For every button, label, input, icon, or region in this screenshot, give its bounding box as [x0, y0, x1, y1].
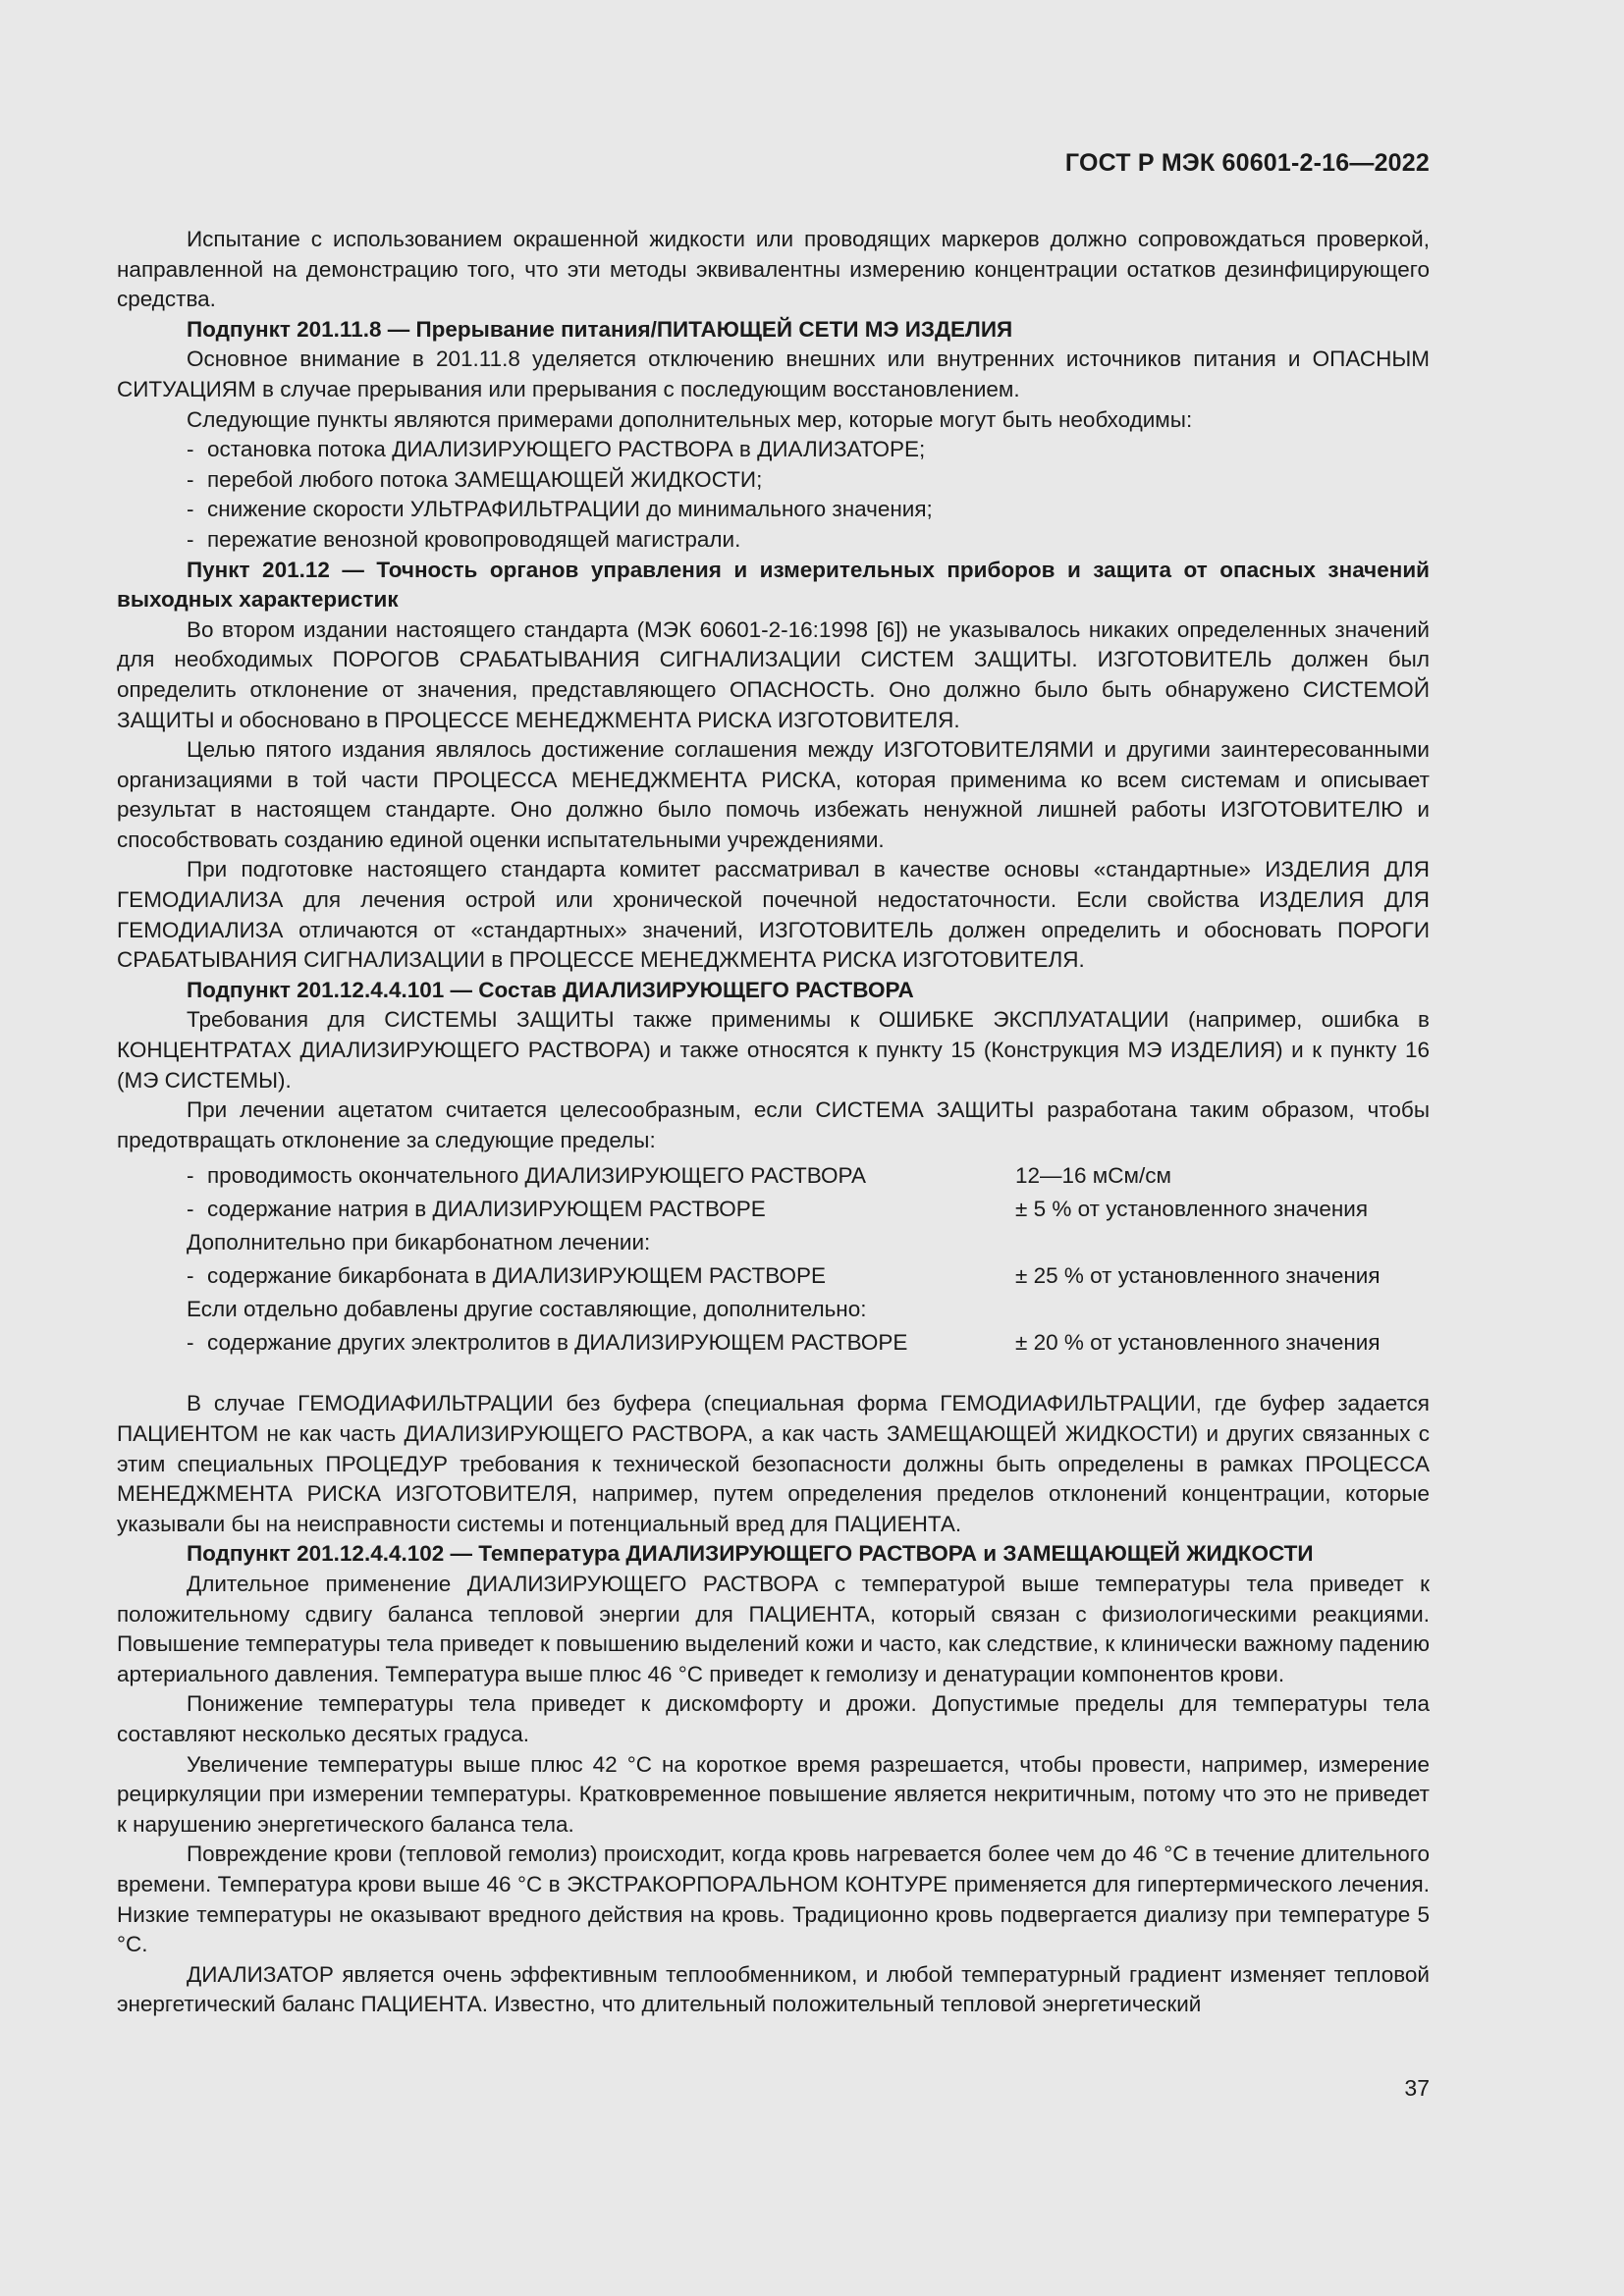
paragraph: При подготовке настоящего стандарта комитет рассматривал в качестве основы «стандартные» ИЗДЕЛИЯ ДЛЯ ГЕМОДИАЛИЗА для лечения острой или хронической почечной недостаточности. Если свойства ИЗДЕЛИЯ ДЛЯ ГЕМОДИАЛИЗА отличаются от «стандартных» значений, ИЗГОТОВИТЕЛЬ должен определить и обосновать ПОРОГИ СРАБАТЫВАНИЯ СИГНАЛИЗАЦИИ в ПРОЦЕССЕ МЕНЕДЖМЕНТА РИСКА ИЗГОТОВИТЕЛЯ.: [117, 857, 1430, 973]
limit-label: - проводимость окончательного ДИАЛИЗИРУЮЩЕГО РАСТВОРА: [187, 1159, 1015, 1193]
paragraph: Длительное применение ДИАЛИЗИРУЮЩЕГО РАСТВОРА с температурой выше температуры тела приведет к положительному сдвигу баланса тепловой энергии для ПАЦИЕНТА, который связан с физиологическими реакциями. Повышение температуры тела приведет к повышению выделений кожи и часто, как следствие, к клинически важному падению артериального давления. Температура выше плюс 46 °С приведет к гемолизу и денатурации компонентов крови.: [117, 1571, 1430, 1686]
limit-note: Дополнительно при бикарбонатном лечении:: [187, 1230, 651, 1255]
limit-row: [187, 1259, 1430, 1293]
paragraph: Целью пятого издания являлось достижение соглашения между ИЗГОТОВИТЕЛЯМИ и другими заинтересованными организациями в той части ПРОЦЕССА МЕНЕДЖМЕНТА РИСКА, которая применима ко всем системам и описывает результат в настоящем стандарте. Оно должно было помочь избежать ненужной лишней работы ИЗГОТОВИТЕЛЮ и способствовать созданию единой оценки испытательными учреждениями.: [117, 737, 1430, 852]
limit-value: ± 25 % от установленного значения: [1015, 1263, 1380, 1289]
limits-table: [117, 1159, 1430, 1360]
spacer: [117, 1360, 1430, 1389]
limit-value: ± 20 % от установленного значения: [1015, 1330, 1380, 1356]
limit-note: Если отдельно добавлены другие составляющие, дополнительно:: [187, 1297, 867, 1322]
standard-header: ГОСТ Р МЭК 60601-2-16—2022: [1064, 149, 1430, 177]
list-item: - снижение скорости УЛЬТРАФИЛЬТРАЦИИ до минимального значения;: [187, 495, 1430, 525]
limit-label: - содержание бикарбоната в ДИАЛИЗИРУЮЩЕМ РАСТВОРЕ: [187, 1259, 1015, 1293]
list-item: - пережатие венозной кровопроводящей магистрали.: [187, 525, 1430, 556]
page-number: 37: [1404, 2075, 1430, 2101]
measures-list: [117, 435, 1430, 555]
limit-label: - содержание других электролитов в ДИАЛИЗИРУЮЩЕМ РАСТВОРЕ: [187, 1326, 1015, 1360]
limit-value: ± 5 % от установленного значения: [1015, 1197, 1369, 1222]
paragraph: При лечении ацетатом считается целесообразным, если СИСТЕМА ЗАЩИТЫ разработана таким образом, чтобы предотвращать отклонение за следующие пределы:: [117, 1097, 1430, 1152]
list-item: - перебой любого потока ЗАМЕЩАЮЩЕЙ ЖИДКОСТИ;: [187, 465, 1430, 496]
limit-row: [187, 1193, 1430, 1226]
list-item: - остановка потока ДИАЛИЗИРУЮЩЕГО РАСТВОРА в ДИАЛИЗАТОРЕ;: [187, 435, 1430, 465]
paragraph: Повреждение крови (тепловой гемолиз) происходит, когда кровь нагревается более чем до 46 °С в течение длительного времени. Температура крови выше 46 °С в ЭКСТРАКОРПОРАЛЬНОМ КОНТУРЕ применяется для гипертермического лечения. Низкие температуры не оказывают вредного действия на кровь. Традиционно кровь подвергается диализу при температуре 5 °С.: [117, 1842, 1430, 1957]
limit-value: 12—16 мСм/см: [1015, 1163, 1171, 1189]
paragraph: Требования для СИСТЕМЫ ЗАЩИТЫ также применимы к ОШИБКЕ ЭКСПЛУАТАЦИИ (например, ошибка в КОНЦЕНТРАТАХ ДИАЛИЗИРУЮЩЕГО РАСТВОРА) и также относятся к пункту 15 (Конструкция МЭ ИЗДЕЛИЯ) и к пункту 16 (МЭ СИСТЕМЫ).: [117, 1007, 1430, 1093]
section-heading: Подпункт 201.12.4.4.101 — Состав ДИАЛИЗИРУЮЩЕГО РАСТВОРА: [187, 977, 914, 1002]
page-body: [117, 225, 1430, 2020]
limit-row: [187, 1159, 1430, 1193]
paragraph: Понижение температуры тела приведет к дискомфорту и дрожи. Допустимые пределы для температуры тела составляют несколько десятых градуса.: [117, 1691, 1430, 1746]
paragraph: Следующие пункты являются примерами дополнительных мер, которые могут быть необходимы:: [187, 406, 1193, 432]
section-heading: Пункт 201.12 — Точность органов управления и измерительных приборов и защита от опасных значений выходных характеристик: [117, 557, 1430, 613]
paragraph: Во втором издании настоящего стандарта (МЭК 60601-2-16:1998 [6]) не указывалось никаких определенных значений для необходимых ПОРОГОВ СРАБАТЫВАНИЯ СИГНАЛИЗАЦИИ СИСТЕМ ЗАЩИТЫ. ИЗГОТОВИТЕЛЬ должен был определить отклонение от значения, представляющего ОПАСНОСТЬ. Оно должно было быть обнаружено СИСТЕМОЙ ЗАЩИТЫ и обосновано в ПРОЦЕССЕ МЕНЕДЖМЕНТА РИСКА ИЗГОТОВИТЕЛЯ.: [117, 616, 1430, 732]
paragraph: Основное внимание в 201.11.8 уделяется отключению внешних или внутренних источников питания и ОПАСНЫМ СИТУАЦИЯМ в случае прерывания или прерывания с последующим восстановлением.: [117, 347, 1430, 401]
paragraph: ДИАЛИЗАТОР является очень эффективным теплообменником, и любой температурный градиент изменяет тепловой энергетический баланс ПАЦИЕНТА. Известно, что длительный положительный тепловой энергетический: [117, 1961, 1430, 2017]
limit-row: [187, 1326, 1430, 1360]
section-heading: Подпункт 201.12.4.4.102 — Температура ДИАЛИЗИРУЮЩЕГО РАСТВОРА и ЗАМЕЩАЮЩЕЙ ЖИДКОСТИ: [187, 1541, 1314, 1567]
limit-label: - содержание натрия в ДИАЛИЗИРУЮЩЕМ РАСТВОРЕ: [187, 1193, 1015, 1226]
paragraph: В случае ГЕМОДИАФИЛЬТРАЦИИ без буфера (специальная форма ГЕМОДИАФИЛЬТРАЦИИ, где буфер задается ПАЦИЕНТОМ не как часть ДИАЛИЗИРУЮЩЕГО РАСТВОРА, а как часть ЗАМЕЩАЮЩЕЙ ЖИДКОСТИ) и других связанных с этим специальных ПРОЦЕДУР требования к технической безопасности должны быть определены в рамках ПРОЦЕССА МЕНЕДЖМЕНТА РИСКА ИЗГОТОВИТЕЛЯ, например, путем определения пределов отклонений концентрации, которые указывали бы на неисправности системы и потенциальный вред для ПАЦИЕНТА.: [117, 1391, 1430, 1536]
paragraph: Увеличение температуры выше плюс 42 °С на короткое время разрешается, чтобы провести, например, измерение рециркуляции при измерении температуры. Кратковременное повышение является некритичным, потому что это не приведет к нарушению энергетического баланса тела.: [117, 1751, 1430, 1837]
section-heading: Подпункт 201.11.8 — Прерывание питания/ПИТАЮЩЕЙ СЕТИ МЭ ИЗДЕЛИЯ: [187, 316, 1013, 342]
paragraph: Испытание с использованием окрашенной жидкости или проводящих маркеров должно сопровождаться проверкой, направленной на демонстрацию того, что эти методы эквивалентны измерению концентрации остатков дезинфицирующего средства.: [117, 227, 1430, 312]
